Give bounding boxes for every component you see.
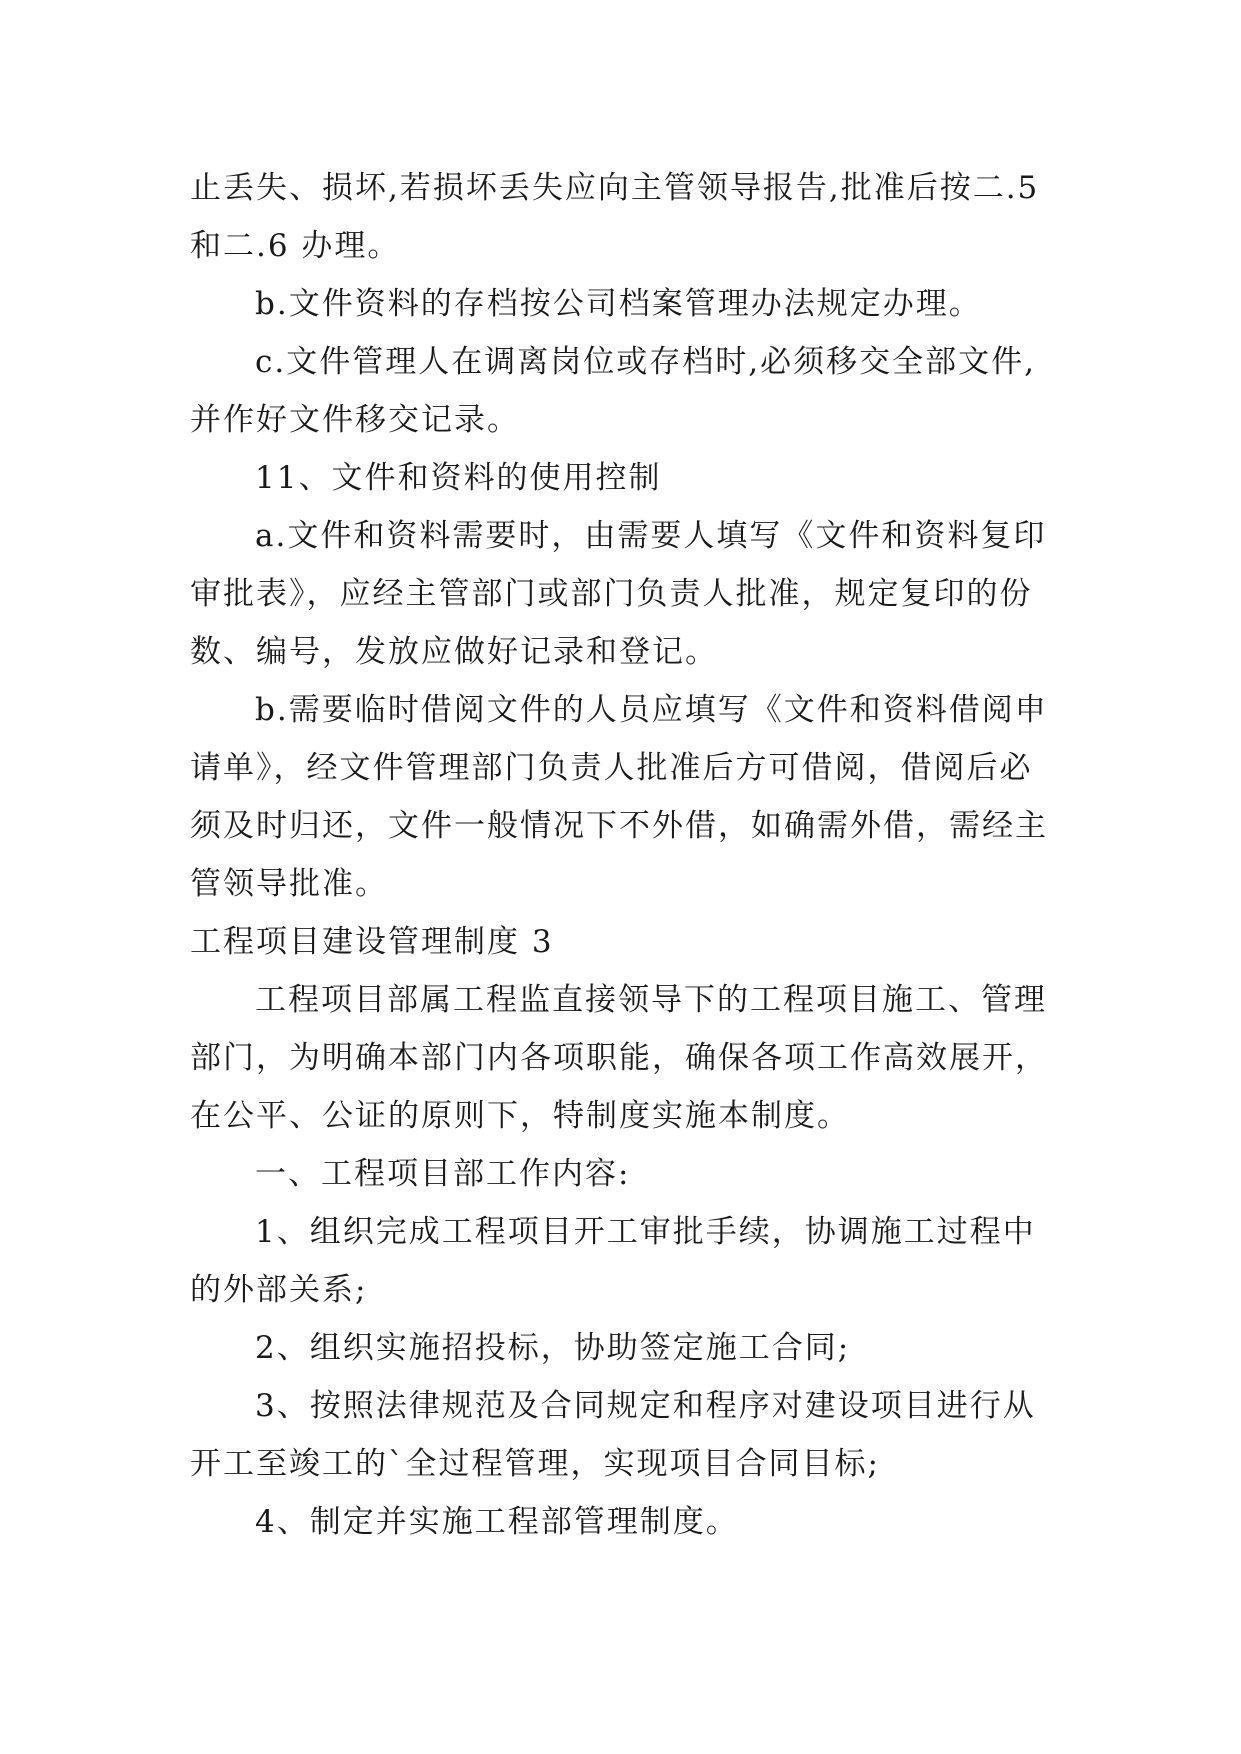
text-line: 开工至竣工的`全过程管理，实现项目合同目标; (190, 1446, 880, 1482)
text-line: c.文件管理人在调离岗位或存档时,必须移交全部文件, (255, 344, 1036, 380)
text-line: 的外部关系; (190, 1272, 368, 1308)
document-title: 工程项目建设管理制度 3 (190, 924, 554, 960)
text-line: 在公平、公证的原则下，特制度实施本制度。 (190, 1098, 850, 1134)
text-line: 审批表》，应经主管部门或部门负责人批准，规定复印的份 (190, 576, 1033, 612)
text-line: 数、编号，发放应做好记录和登记。 (190, 634, 718, 670)
section-heading: 11、文件和资料的使用控制 (255, 460, 662, 496)
text-line: 须及时归还，文件一般情况下不外借，如确需外借，需经主 (190, 808, 1048, 844)
text-line: 工程项目部属工程监直接领导下的工程项目施工、管理 (255, 982, 1047, 1018)
text-line: 请单》，经文件管理部门负责人批准后方可借阅，借阅后必 (190, 750, 1033, 786)
text-line: 3、按照法律规范及合同规定和程序对建设项目进行从 (255, 1388, 1036, 1424)
text-line: 并作好文件移交记录。 (190, 402, 520, 438)
text-line: 1、组织完成工程项目开工审批手续，协调施工过程中 (255, 1214, 1036, 1250)
text-line: 4、制定并实施工程部管理制度。 (255, 1504, 739, 1540)
text-line: 部门，为明确本部门内各项职能，确保各项工作高效展开， (190, 1040, 1048, 1076)
text-line: 管领导批准。 (190, 866, 388, 902)
text-line: b.文件资料的存档按公司档案管理办法规定办理。 (255, 286, 982, 322)
text-line: 2、组织实施招投标，协助签定施工合同; (255, 1330, 851, 1366)
section-heading: 一、工程项目部工作内容: (255, 1156, 631, 1192)
text-line: a.文件和资料需要时，由需要人填写《文件和资料复印 (255, 518, 1047, 554)
text-line: b.需要临时借阅文件的人员应填写《文件和资料借阅申 (255, 692, 1048, 728)
text-line: 止丢失、损坏,若损坏丢失应向主管领导报告,批准后按二.5 (190, 170, 1040, 206)
text-line: 和二.6 办理。 (190, 228, 401, 264)
